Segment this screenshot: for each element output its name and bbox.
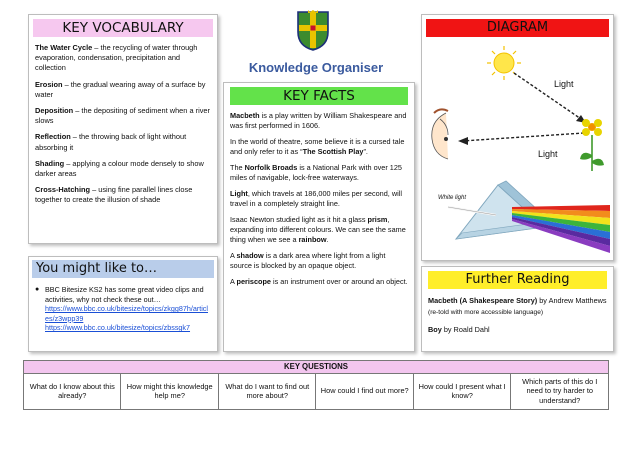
key-facts-heading: KEY FACTS — [230, 87, 408, 105]
key-vocabulary-heading: KEY VOCABULARY — [33, 19, 213, 37]
fact-newton: Isaac Newton studied light as it hit a glass prism, expanding into different colours. We can see the same thing when we see a rainbow. — [230, 215, 406, 244]
bullet-icon: ● — [35, 286, 40, 293]
vocab-item: Deposition – the depositing of sediment when a river slows — [35, 106, 210, 126]
reading-item-macbeth: Macbeth (A Shakespeare Story) by Andrew Matthews (re-told with more accessible language) — [428, 296, 607, 316]
key-questions-heading: KEY QUESTIONS — [24, 361, 609, 374]
you-might-like-text: BBC Bitesize KS2 has some great video clips and activities, why not check these out… — [45, 285, 204, 304]
question-cell: How could I present what I know? — [413, 373, 510, 409]
question-cell: How might this knowledge help me? — [121, 373, 219, 409]
crest-crown — [308, 10, 318, 13]
fact-norfolk-broads: The Norfolk Broads is a National Park with over 125 miles of navigable, lock-free waterways. — [230, 163, 402, 182]
vocab-item: Erosion – the gradual wearing away of a surface by water — [35, 79, 206, 99]
further-reading-heading: Further Reading — [428, 271, 607, 289]
further-reading-panel — [421, 266, 614, 352]
school-crest-logo — [296, 10, 330, 52]
vocab-item: Reflection – the throwing back of light without absorbing it — [35, 132, 187, 152]
vocab-item: The Water Cycle – the recycling of water through evaporation, condensation, precipitation and collection — [35, 43, 198, 73]
crest-center — [311, 26, 316, 31]
fact-theatre: In the world of theatre, some believe it is a cursed tale and only refer to it as “The Scottish Play”. — [230, 137, 405, 156]
vocab-item: Shading – applying a colour mode densely to show darker areas — [35, 158, 204, 179]
reading-item-boy: Boy by Roald Dahl — [428, 325, 490, 334]
bbc-bitesize-link-2[interactable]: https://www.bbc.co.uk/bitesize/topics/zbssgk7 — [45, 323, 191, 333]
you-might-like-panel — [28, 256, 218, 352]
diagram-panel — [421, 14, 614, 261]
question-cell: What do I want to find out more about? — [218, 373, 315, 409]
question-cell: Which parts of this do I need to try harder to understand? — [511, 373, 609, 409]
key-questions-table — [23, 360, 609, 410]
label-white-light: White light — [438, 195, 467, 201]
face-icon — [432, 109, 448, 159]
vocab-item: Cross-Hatching – using fine parallel lines close together to create the illusion of shade — [35, 185, 193, 205]
bbc-bitesize-link-1[interactable]: https://www.bbc.co.uk/bitesize/topics/zkgg87h/articles/z3wpp39 — [45, 304, 208, 323]
key-facts-panel — [223, 82, 415, 352]
diagram-heading: DIAGRAM — [426, 19, 609, 37]
fact-shadow: A shadow is a dark area where light from a light source is blocked by an opaque object. — [230, 251, 386, 270]
fact-periscope: A periscope is an instrument over or around an object. — [230, 277, 408, 286]
label-light-top: Light — [554, 79, 574, 89]
light-diagram — [426, 43, 611, 258]
fact-light: Light, which travels at 186,000 miles per second, will travel in a completely straight line. — [230, 189, 402, 208]
label-light-bottom: Light — [538, 149, 558, 159]
you-might-like-heading: You might like to… — [32, 260, 214, 278]
question-cell: What do I know about this already? — [24, 373, 121, 409]
page-title: Knowledge Organiser — [248, 60, 384, 75]
question-cell: How could I find out more? — [316, 373, 413, 409]
you-might-like-body — [29, 281, 217, 333]
fact-macbeth: Macbeth is a play written by William Shakespeare and was first performed in 1606. — [230, 111, 407, 130]
key-vocabulary-panel — [28, 14, 218, 244]
light-ray-reflected — [462, 133, 584, 141]
arrowhead-icon — [458, 137, 468, 145]
flower-icon — [580, 119, 604, 171]
